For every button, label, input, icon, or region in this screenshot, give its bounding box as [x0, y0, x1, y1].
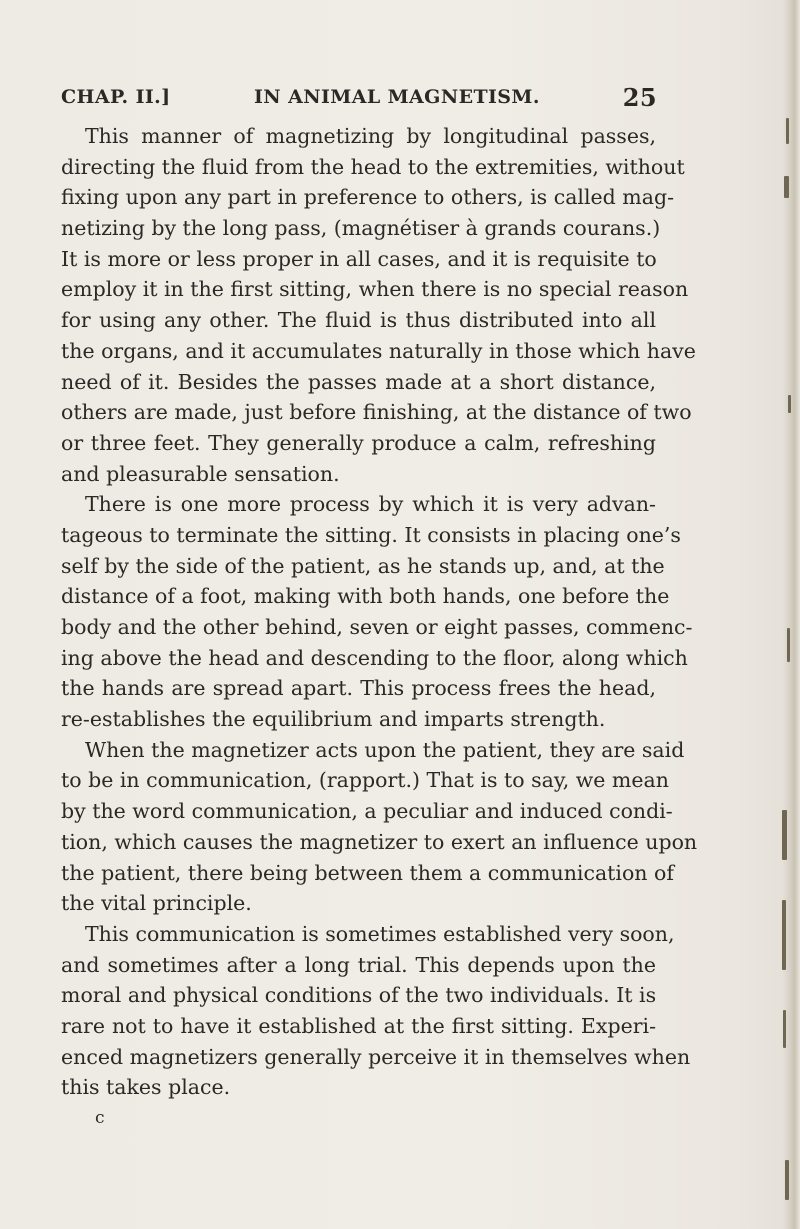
- edge-mark: [783, 1010, 786, 1048]
- text-line: re-establishes the equilibrium and imparts strength.: [61, 707, 606, 732]
- body-text: [61, 121, 698, 1134]
- text-line: tion, which causes the magnetizer to exert an influence upon: [61, 829, 698, 854]
- text-line: distance of a foot, making with both hands, one before the: [61, 584, 670, 609]
- text-line: others are made, just before finishing, at the distance of two: [61, 400, 692, 425]
- page-number: 25: [622, 83, 657, 112]
- running-title: IN ANIMAL MAGNETISM.: [254, 86, 540, 108]
- text-line: directing the fluid from the head to the extremities, without: [61, 154, 685, 179]
- text-line: This communication is sometimes established very soon,: [85, 921, 675, 946]
- text-line: There is one more process by which it is very advan-: [85, 492, 656, 517]
- text-line: employ it in the first sitting, when there is no special reason: [61, 277, 689, 302]
- text-line: the vital principle.: [61, 891, 252, 916]
- edge-mark: [786, 118, 789, 144]
- text-line: tageous to terminate the sitting. It consists in placing one’s: [61, 522, 681, 547]
- edge-mark: [784, 176, 789, 198]
- text-line: This manner of magnetizing by longitudinal passes,: [85, 124, 656, 148]
- chapter-label: CHAP. II.]: [61, 86, 171, 108]
- text-line: this takes place.: [61, 1075, 231, 1100]
- text-line: and pleasurable sensation.: [61, 461, 340, 486]
- text-line: by the word communication, a peculiar and induced condi-: [61, 799, 673, 824]
- edge-mark: [782, 900, 786, 970]
- text-line: need of it. Besides the passes made at a short distance,: [61, 369, 656, 394]
- text-line: ing above the head and descending to the floor, along which: [61, 645, 688, 670]
- text-line: the organs, and it accumulates naturally in those which have: [61, 338, 696, 363]
- text-line: the patient, there being between them a communication of: [61, 860, 674, 885]
- signature-mark: c: [95, 1108, 105, 1128]
- text-line: for using any other. The fluid is thus distributed into all: [61, 308, 656, 333]
- text-line: fixing upon any part in preference to others, is called mag-: [61, 185, 675, 210]
- text-line: It is more or less proper in all cases, and it is requisite to: [61, 246, 657, 271]
- text-line: When the magnetizer acts upon the patient, they are said: [85, 737, 685, 762]
- page-edge-binding: [782, 0, 800, 1229]
- text-line: body and the other behind, seven or eight passes, commenc-: [61, 615, 693, 639]
- running-header: [61, 83, 657, 114]
- text-line: moral and physical conditions of the two individuals. It is: [61, 983, 657, 1008]
- text-line: to be in communication, (rapport.) That is to say, we mean: [61, 768, 669, 793]
- edge-mark: [788, 395, 791, 413]
- text-line: netizing by the long pass, (magnétiser à grands courans.): [61, 216, 661, 241]
- text-line: and sometimes after a long trial. This depends upon the: [61, 952, 656, 977]
- text-line: self by the side of the patient, as he stands up, and, at the: [61, 553, 665, 578]
- text-line: or three feet. They generally produce a calm, refreshing: [61, 430, 656, 455]
- edge-mark: [785, 1160, 789, 1200]
- text-line: rare not to have it established at the first sitting. Experi-: [61, 1013, 656, 1038]
- text-line: enced magnetizers generally perceive it in themselves when: [61, 1044, 691, 1069]
- text-line: the hands are spread apart. This process frees the head,: [61, 676, 656, 701]
- edge-mark: [782, 810, 787, 860]
- edge-mark: [787, 628, 790, 662]
